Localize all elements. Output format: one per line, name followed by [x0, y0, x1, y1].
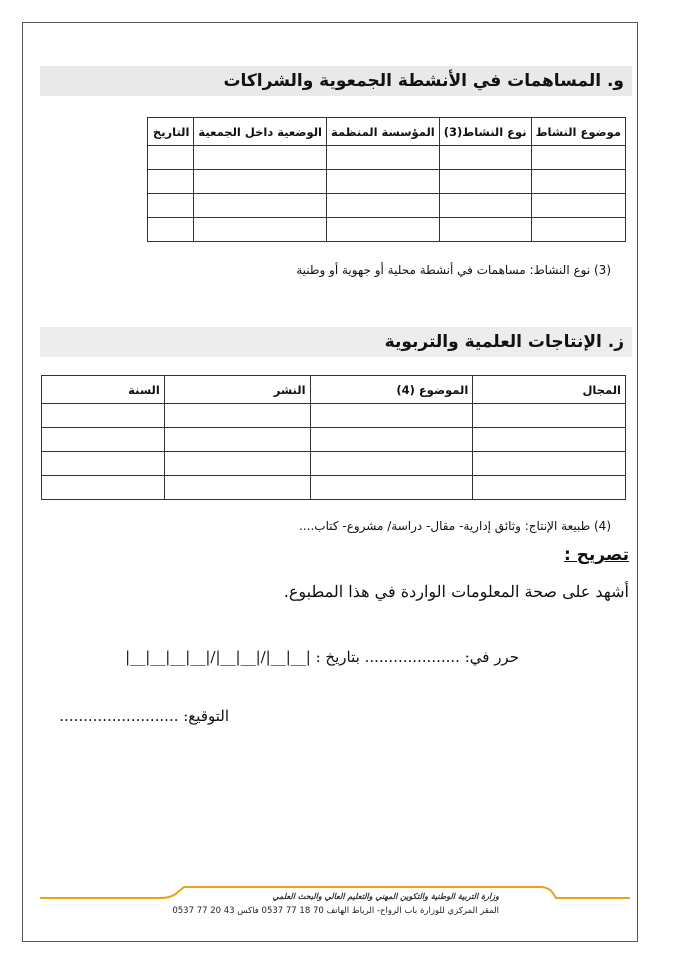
table-row: [148, 218, 626, 242]
section-title-associative-activities: و. المساهمات في الأنشطة الجمعوية والشراكات: [40, 66, 632, 96]
table-cell[interactable]: [148, 194, 194, 218]
footer-address: المقر المركزي للوزارة باب الرواح- الرباط الهاتف 70 18 77 0537 فاكس 43 20 77 0537: [172, 906, 499, 916]
table-cell[interactable]: [326, 146, 439, 170]
activity-type-footnote: (3) نوع النشاط: مساهمات في أنشطة محلية أو جهوية أو وطنية: [296, 263, 611, 277]
declaration-text: أشهد على صحة المعلومات الواردة في هذا المطبوع.: [283, 582, 629, 601]
table-header-row: [148, 118, 626, 146]
footer-ministry-name: وزارة التربية الوطنية والتكوين المهني والتعليم العالي والبحث العلمي: [272, 892, 499, 901]
column-header: نوع النشاط(3): [439, 118, 531, 146]
table-cell[interactable]: [310, 428, 473, 452]
table-cell[interactable]: [42, 428, 165, 452]
table-cell[interactable]: [439, 218, 531, 242]
table-cell[interactable]: [531, 170, 625, 194]
column-header: التاريخ: [148, 118, 194, 146]
table-cell[interactable]: [310, 476, 473, 500]
table-cell[interactable]: [148, 170, 194, 194]
table-row: [148, 194, 626, 218]
table-cell[interactable]: [531, 146, 625, 170]
table-cell[interactable]: [194, 146, 327, 170]
section-title-scientific-productions: ز. الإنتاجات العلمية والتربوية: [40, 327, 632, 357]
table-cell[interactable]: [439, 146, 531, 170]
table-cell[interactable]: [148, 146, 194, 170]
table-cell[interactable]: [326, 170, 439, 194]
table-row: [42, 404, 626, 428]
production-type-footnote: (4) طبيعة الإنتاج: وثائق إدارية- مقال- دراسة/ مشروع- كتاب....: [299, 519, 611, 533]
table-cell[interactable]: [326, 218, 439, 242]
table-row: [42, 452, 626, 476]
table-cell[interactable]: [194, 194, 327, 218]
table-cell[interactable]: [531, 194, 625, 218]
table-header-row: [42, 376, 626, 404]
signature-field[interactable]: التوقيع: .........................: [59, 707, 229, 725]
table-cell[interactable]: [473, 428, 626, 452]
table-cell[interactable]: [164, 404, 310, 428]
table-cell[interactable]: [164, 428, 310, 452]
table-row: [42, 476, 626, 500]
table-cell[interactable]: [473, 404, 626, 428]
table-cell[interactable]: [148, 218, 194, 242]
column-header: موضوع النشاط: [531, 118, 625, 146]
place-date-field[interactable]: حرر في: .................... بتاريخ : |__|__|/|__|__|/|__|__|__|__|: [125, 648, 519, 666]
table-cell[interactable]: [194, 218, 327, 242]
table-cell[interactable]: [310, 404, 473, 428]
table-row: [148, 170, 626, 194]
table-cell[interactable]: [164, 476, 310, 500]
declaration-title: تصريح :: [563, 545, 629, 565]
table-cell[interactable]: [439, 194, 531, 218]
table-cell[interactable]: [473, 476, 626, 500]
table-cell[interactable]: [42, 404, 165, 428]
associative-activities-table: [147, 117, 626, 242]
table-row: [148, 146, 626, 170]
table-cell[interactable]: [326, 194, 439, 218]
table-cell[interactable]: [194, 170, 327, 194]
table-cell[interactable]: [473, 452, 626, 476]
column-header: النشر: [164, 376, 310, 404]
table-cell[interactable]: [310, 452, 473, 476]
table-row: [42, 428, 626, 452]
table-cell[interactable]: [439, 170, 531, 194]
table-cell[interactable]: [42, 452, 165, 476]
column-header: المجال: [473, 376, 626, 404]
column-header: الوضعية داخل الجمعية: [194, 118, 327, 146]
column-header: الموضوع (4): [310, 376, 473, 404]
column-header: المؤسسة المنظمة: [326, 118, 439, 146]
table-cell[interactable]: [42, 476, 165, 500]
scientific-productions-table: [41, 375, 626, 500]
table-cell[interactable]: [164, 452, 310, 476]
column-header: السنة: [42, 376, 165, 404]
table-cell[interactable]: [531, 218, 625, 242]
